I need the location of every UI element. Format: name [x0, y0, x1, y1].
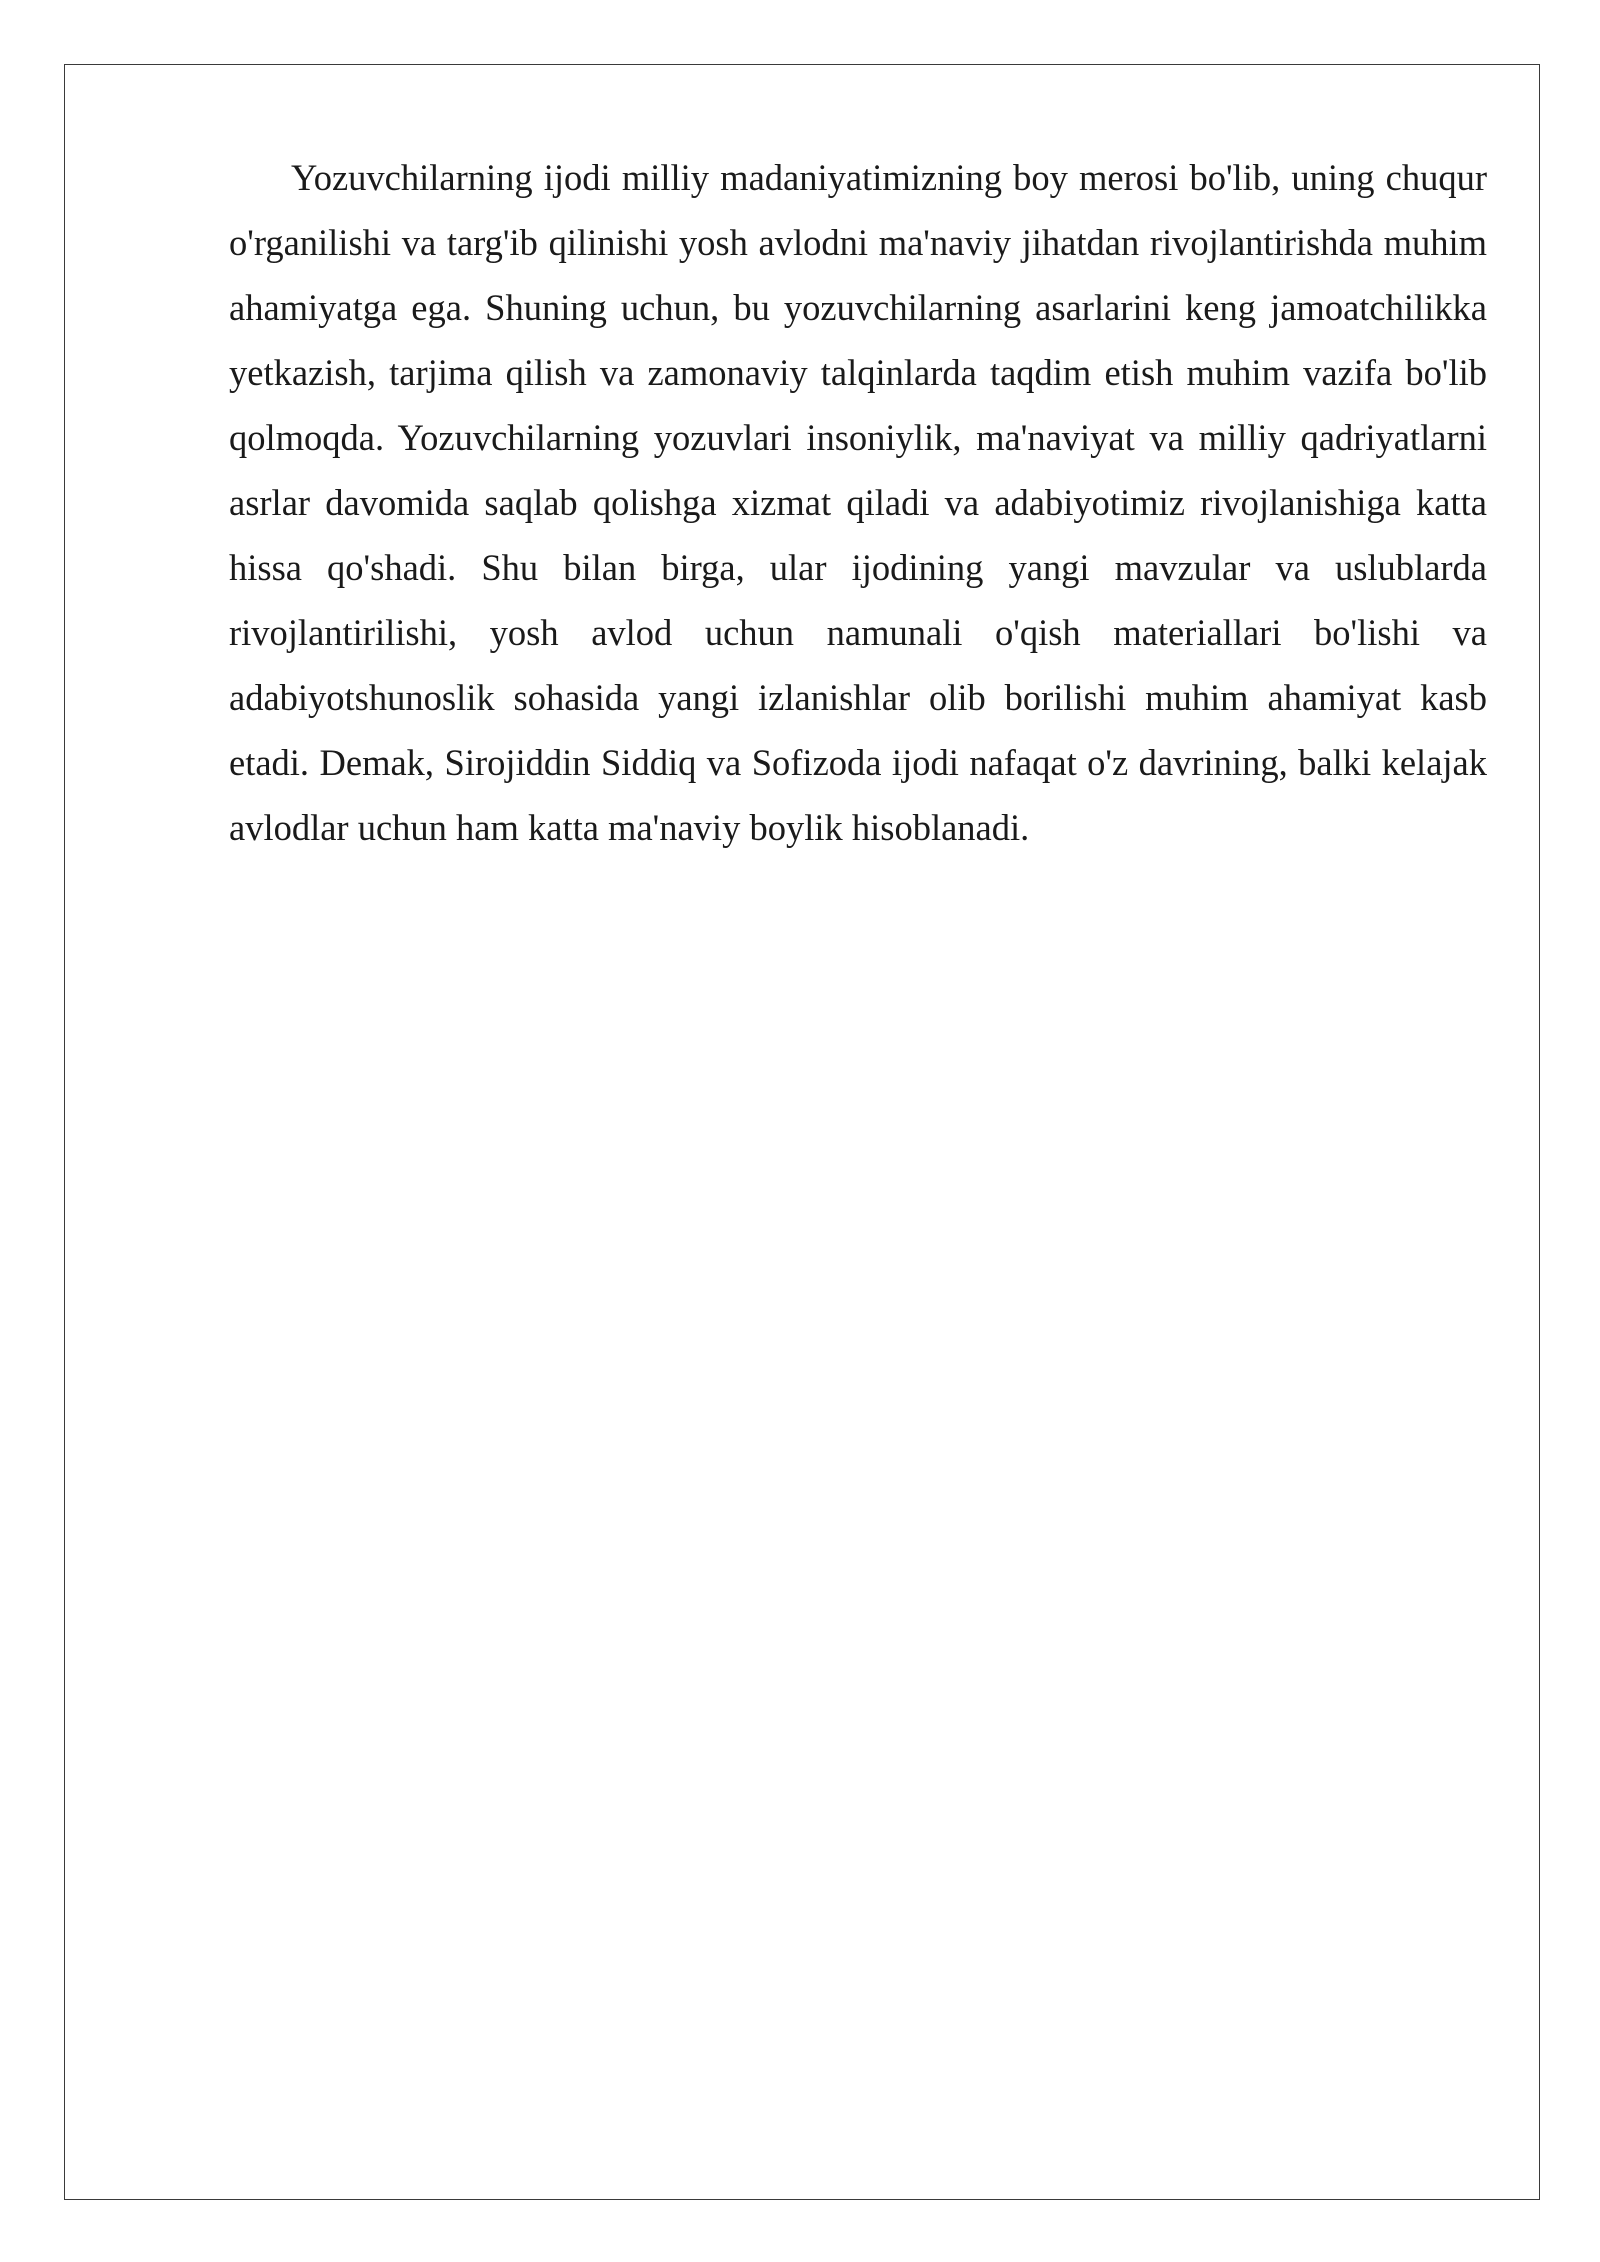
body-paragraph: Yozuvchilarning ijodi milliy madaniyatimizning boy merosi bo'lib, uning chuqur o'rganilishi va targ'ib qilinishi yosh avlodni ma'naviy jihatdan rivojlantirishda muhim ahamiyatga ega. Shuning uchun, bu yozuvchilarning asarlarini keng jamoatchilikka yetkazish, tarjima qilish va zamonaviy talqinlarda taqdim etish muhim vazifa bo'lib qolmoqda. Yozuvchilarning yozuvlari insoniylik, ma'naviyat va milliy qadriyatlarni asrlar davomida saqlab qolishga xizmat qiladi va adabiyotimiz rivojlanishiga katta hissa qo'shadi. Shu bilan birga, ular ijodining yangi mavzular va uslublarda rivojlantirilishi, yosh avlod uchun namunali o'qish materiallari bo'lishi va adabiyotshunoslik sohasida yangi izlanishlar olib borilishi muhim ahamiyat kasb etadi. Demak, Sirojiddin Siddiq va Sofizoda ijodi nafaqat o'z davrining, balki kelajak avlodlar uchun ham katta ma'naviy boylik hisoblanadi.	[229, 157, 1487, 848]
